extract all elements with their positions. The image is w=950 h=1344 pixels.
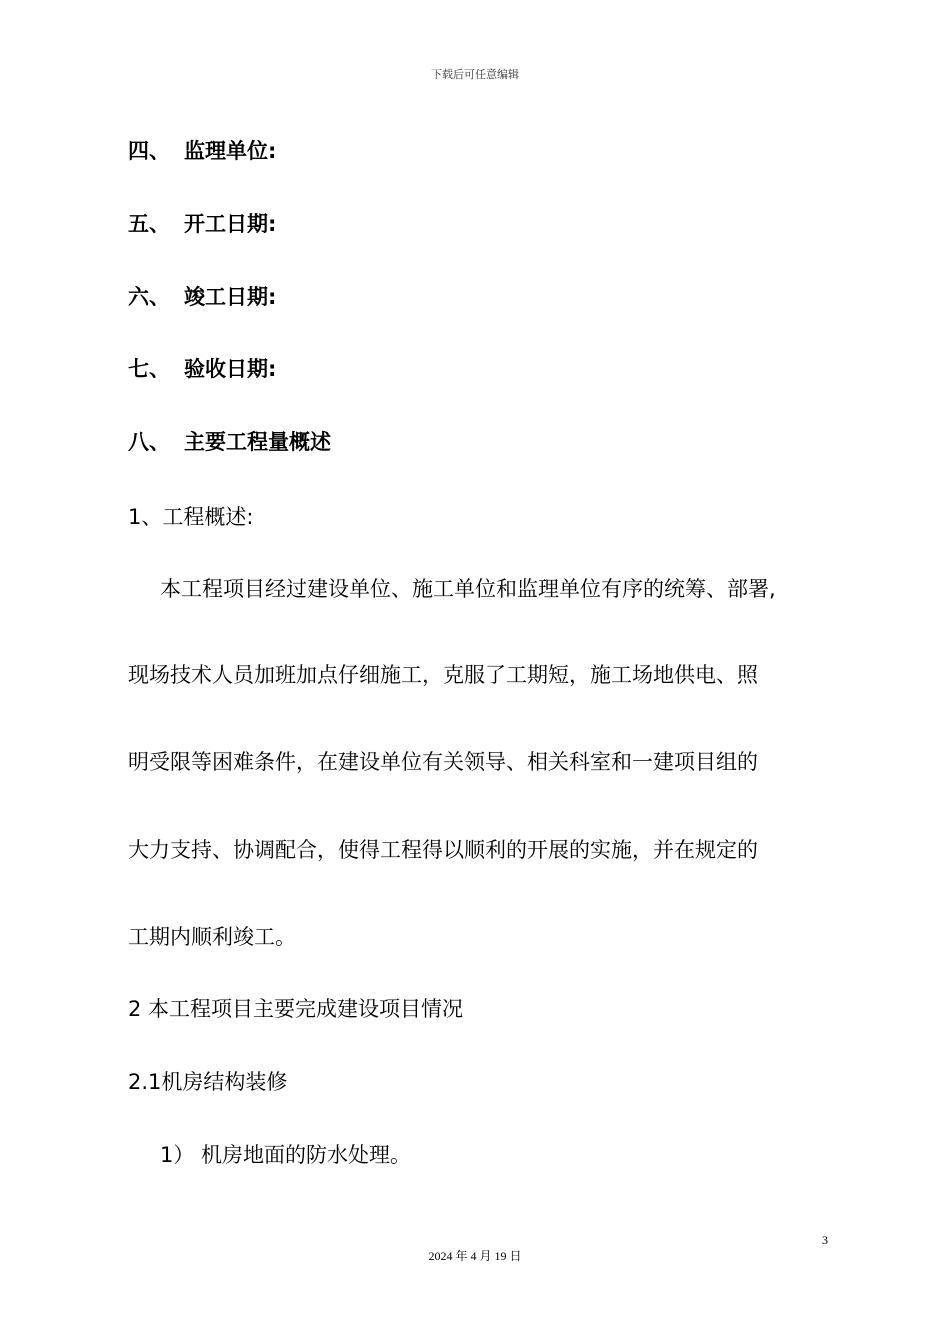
heading-number: 七、	[128, 357, 170, 381]
heading-label: 监理单位:	[184, 139, 277, 163]
footer-date: 2024 年 4 月 19 日	[428, 1249, 522, 1263]
page-number: 3	[822, 1233, 828, 1247]
heading-number: 八、	[128, 430, 170, 454]
heading-label: 开工日期:	[184, 212, 277, 236]
paragraph-line: 大力支持、协调配合，使得工程得以顺利的开展的实施，并在规定的	[128, 838, 758, 862]
paragraph-line: 本工程项目经过建设单位、施工单位和监理单位有序的统筹、部署,	[160, 577, 776, 601]
paragraph-line: 现场技术人员加班加点仔细施工，克服了工期短，施工场地供电、照	[128, 663, 758, 687]
heading-supervision-unit	[128, 137, 276, 165]
heading-label: 验收日期:	[184, 357, 277, 381]
paragraph-line: 工期内顺利竣工。	[128, 925, 296, 949]
section-2-title: 2 本工程项目主要完成建设项目情况	[128, 997, 464, 1021]
heading-label: 主要工程量概述	[184, 430, 331, 454]
heading-completion-date	[128, 283, 276, 311]
page-header: 下载后可任意编辑	[431, 68, 519, 81]
paragraph-line: 明受限等困难条件，在建设单位有关领导、相关科室和一建项目组的	[128, 750, 758, 774]
heading-number: 六、	[128, 285, 170, 309]
list-item: 1） 机房地面的防水处理。	[160, 1143, 412, 1167]
heading-number: 五、	[128, 212, 170, 236]
heading-label: 竣工日期:	[184, 285, 277, 309]
heading-number: 四、	[128, 139, 170, 163]
section-2-1-title: 2.1机房结构装修	[128, 1070, 288, 1094]
heading-work-overview	[128, 428, 331, 456]
heading-start-date	[128, 210, 276, 238]
heading-acceptance-date	[128, 355, 276, 383]
section-1-title: 1、工程概述:	[128, 505, 254, 529]
